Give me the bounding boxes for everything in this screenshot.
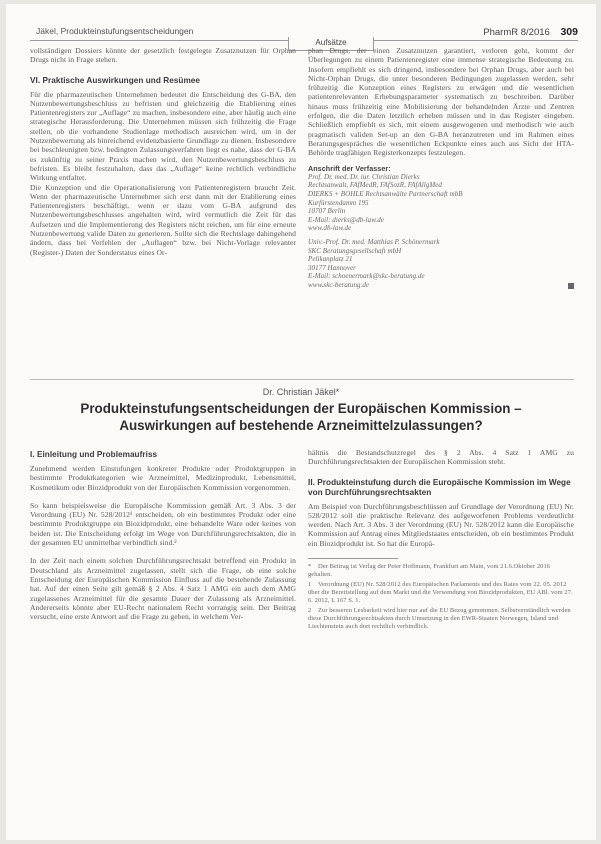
address-line: Univ.-Prof. Dr. med. Matthias P. Schönermark xyxy=(308,238,440,247)
journal-info xyxy=(483,26,578,38)
running-title: Jäkel, Produkteinstufungsentscheidungen xyxy=(36,26,194,36)
address-label: Anschrift der Verfasser: xyxy=(308,163,391,173)
document-page xyxy=(6,4,596,840)
footnote-text: Der Beitrag ist Verlag der Peter Hoffmann, Frankfurt am Main, vom 21.6.Oktober 2016 gehalten. xyxy=(308,563,551,579)
paragraph: vollständigen Dossiers könnte der gesetzlich festgelegte Zusatznutzen für Orphan Drugs nicht in Frage stehen. xyxy=(30,46,296,65)
address-line: DIERKS + BOHLE Rechtsanwälte Partnerschaft mbB xyxy=(308,190,463,199)
address-line: SKC Beratungsgesellschaft mbH xyxy=(308,246,402,255)
footnote-number: 1 xyxy=(308,581,312,589)
footnote-text: Zur besseren Lesbarkeit wird hier nur auf die EU Bezug genommen. Selbstverständlich werden diese Durchführungsrechtsakten durch Umsetzung in den EWR-Staaten Norwegen, Island und Liechtenstein auch dort rechtlich verbindlich. xyxy=(308,607,571,631)
address-line: www.db-law.de xyxy=(308,224,352,233)
address-line: www.skc-beratung.de xyxy=(308,281,574,290)
footnote-number: * xyxy=(308,563,312,571)
paragraph: Die Konzeption und die Operationalisierung von Patientenregistern braucht Zeit. Wenn der pharmazeutische Unternehmer sich erst dann mit der Etablierung eines Patientenregisters beschäftigt, wenn er dazu vom G-BA aufgrund des Nutzenbewertungsbeschlusses angehalten wird, wird vermutlich die Zeit für das Aufsetzen und die Implementierung des Registers nicht reichen, um für eine erneute Nutzenbewertung valide Daten zu generieren. Sollte sich die Rechtslage dahingehend ändern, dass bei Verfehlen der „Auflagen“ bzw. bei Nicht-Vorlage relevanter (Register-) Daten der Sonderstatus eines Or- xyxy=(30,182,296,257)
upper-right-column xyxy=(308,46,574,290)
address-line: Pelikanplatz 21 xyxy=(308,255,353,264)
paragraph: Am Beispiel von Durchführungsbeschlüssen auf Grundlage der Verordnung (EU) Nr. 528/2012 soll die praktische Relevanz des aufgeworfenen Problems verdeutlicht werden. Nach Art. 3 Abs. 3 der Verordnung (EU) Nr. 528/2012 kann die Europäische Kommission auf Antrag eines Mitgliedstaates entscheiden, ob ein bestimmtes Produkt ein Biozidprodukt ist. So hat die Europä- xyxy=(308,501,574,548)
end-of-article-mark xyxy=(568,283,574,289)
lower-left-column xyxy=(30,448,296,621)
address-block xyxy=(308,173,574,290)
paragraph: phan Drugs, der einen Zusatznutzen garantiert, verloren geht, kommt der Überlegungen zu einem Patientenregister eine immense strategische Bedeutung zu. Insofern empfiehlt es sich dringend, insbesondere bei Orphan Drugs, aber auch bei Nicht-Orphan Drugs, die unter besonderen Bedingungen zugelassen werden, sehr frühzeitig die Konzeption eines Registers zu erwägen und die wesentlichen patientenrelevanten Erhebungsparameter systematisch zu beschreiben. Darüber hinaus muss frühzeitig eine Mobilisierung der behandelnden Ärzte und Zentren erfolgen, die die Daten letztlich erheben müssen und in das Register eingeben. Schließlich empfiehlt es sich, mit einem ausgewogenen und methodisch wie auch pragmatisch validen Set-up an den G-BA heranzutreten und im Rahmen eines Beratungsgespräches die wesentlichen Eckpunkte eines auch aus Sicht der HTA-Behörde tragfähigen Registerkonzepts festzulegen. xyxy=(308,46,574,158)
footnote xyxy=(308,581,574,605)
upper-left-column xyxy=(30,46,296,257)
section-heading: II. Produkteinstufung durch die Europäische Kommission im Wege von Durchführungsrechtsakten xyxy=(308,477,571,497)
journal-issue: PharmR 8/2016 xyxy=(483,27,550,38)
running-header xyxy=(30,16,578,46)
address-line: Prof. Dr. med. Dr. iur. Christian Dierks xyxy=(308,172,420,181)
footnote-rule xyxy=(308,558,398,559)
paragraph: hältnis die Bestandschutzregel des § 2 Abs. 4 Satz 1 AMG zu Durchführungsrechtsakten der Europäischen Kommission steht. xyxy=(308,448,574,467)
footnote-number: 2 xyxy=(308,607,312,615)
address-line: 30177 Hannover xyxy=(308,263,356,272)
paragraph: Zunehmend werden Einstufungen konkreter Produkte oder Produktgruppen in bestimmte Produktkategorien wie Arzneimittel, Medizinprodukt, Lebensmittel, Kosmetikum oder Biozidprodukt von der Europäischen Kommission vorgenommen. xyxy=(30,464,296,492)
paragraph: In der Zeit nach einem solchen Durchführungsrechtsakt betreffend ein Produkt in Deutschland als Arzneimittel zugelassen, stellt sich die Frage, ob eine solche Entscheidung der Europäischen Kommission Einfluss auf die bestehende Zulassung hat. Auf der einen Seite gilt gemäß § 2 Abs. 4 Satz 1 AMG ein auch dem AMG zugelassenes Arzneimittel für die gesamte Dauer der Zulassung als Arzneimittel. Andererseits könnte aber EU-Recht nationalem Recht vorrangig sein. Der Beitrag versucht, eine erste Antwort auf die Frage zu geben, in welchem Ver- xyxy=(30,556,296,622)
paragraph: Für die pharmazeutischen Unternehmen bedeutet die Entscheidung des G-BA, den Nutzenbewertungsbeschluss zu befristen und gleichzeitig die Etablierung eines Patientenregisters zur „Auflage“ zu machen, insbesondere eine, aber häufig auch eine strategische Herausforderung. Die Unternehmen müssen sich frühzeitig die Frage stellen, ob die vorhandene Studienlage methodisch ausreichen wird, um in der Nutzenbewertung als hinreichend evidenzbasierte Grundlage zu dienen. Insbesondere bei beschleunigten bzw. bedingten Zulassungsverfahren liegt es nahe, dass der G-BA es zukünftig zu seiner Praxis machen wird, den Nutzenbewertungsbeschluss zu befristen. Es bleibt festzuhalten, dass das „Auflage“ keine rechtlich verbindliche Wirkung entfaltet. xyxy=(30,89,296,183)
footnote xyxy=(308,563,574,579)
article-title: Produkteinstufungsentscheidungen der Europäischen Kommission – Auswirkungen auf bestehende Arzneimittelzulassungen? xyxy=(80,401,522,433)
lower-right-column xyxy=(308,448,574,633)
article-divider xyxy=(30,379,574,380)
footnote-text: Verordnung (EU) Nr. 528/2012 des Europäischen Parlaments und des Rates vom 22. 05. 2012 über die Bereitstellung auf dem Markt und die Verwendung von Biozidprodukten, EU ABl. vom 27. 6. 2012, L 167 S. 1. xyxy=(308,581,573,605)
section-tab: Aufsätze xyxy=(288,37,374,51)
address-line: Kurfürstendamm 195 xyxy=(308,198,369,207)
address-line: E-Mail: schoenermark@skc-beratung.de xyxy=(308,272,425,281)
article-author: Dr. Christian Jäkel* xyxy=(262,387,340,397)
footnote xyxy=(308,607,574,631)
address-line: 10707 Berlin xyxy=(308,207,346,216)
section-heading: VI. Praktische Auswirkungen und Resümee xyxy=(30,75,200,85)
address-line: Rechtsanwalt, FAfMedR, FAfSozR, FAfAllgMed xyxy=(308,181,442,190)
section-heading: I. Einleitung und Problemaufriss xyxy=(30,450,158,459)
paragraph: So kann beispielsweise die Europäische Kommission gemäß Art. 3 Abs. 3 der Verordnung (EU) Nr. 528/2012¹ entscheiden, ob ein bestimmtes Produkt oder eine bestimmte Produktgruppe ein Biozidprodukt, eine behandelte Ware oder keines von beiden ist. Die Entscheidung erfolgt im Wege von Durchführungsrechtsakten, die in der gesamten EU unmittelbar verbindlich sind.² xyxy=(30,500,296,548)
page-number: 309 xyxy=(560,26,578,38)
address-line: E-Mail: dierks@db-law.de xyxy=(308,215,384,224)
